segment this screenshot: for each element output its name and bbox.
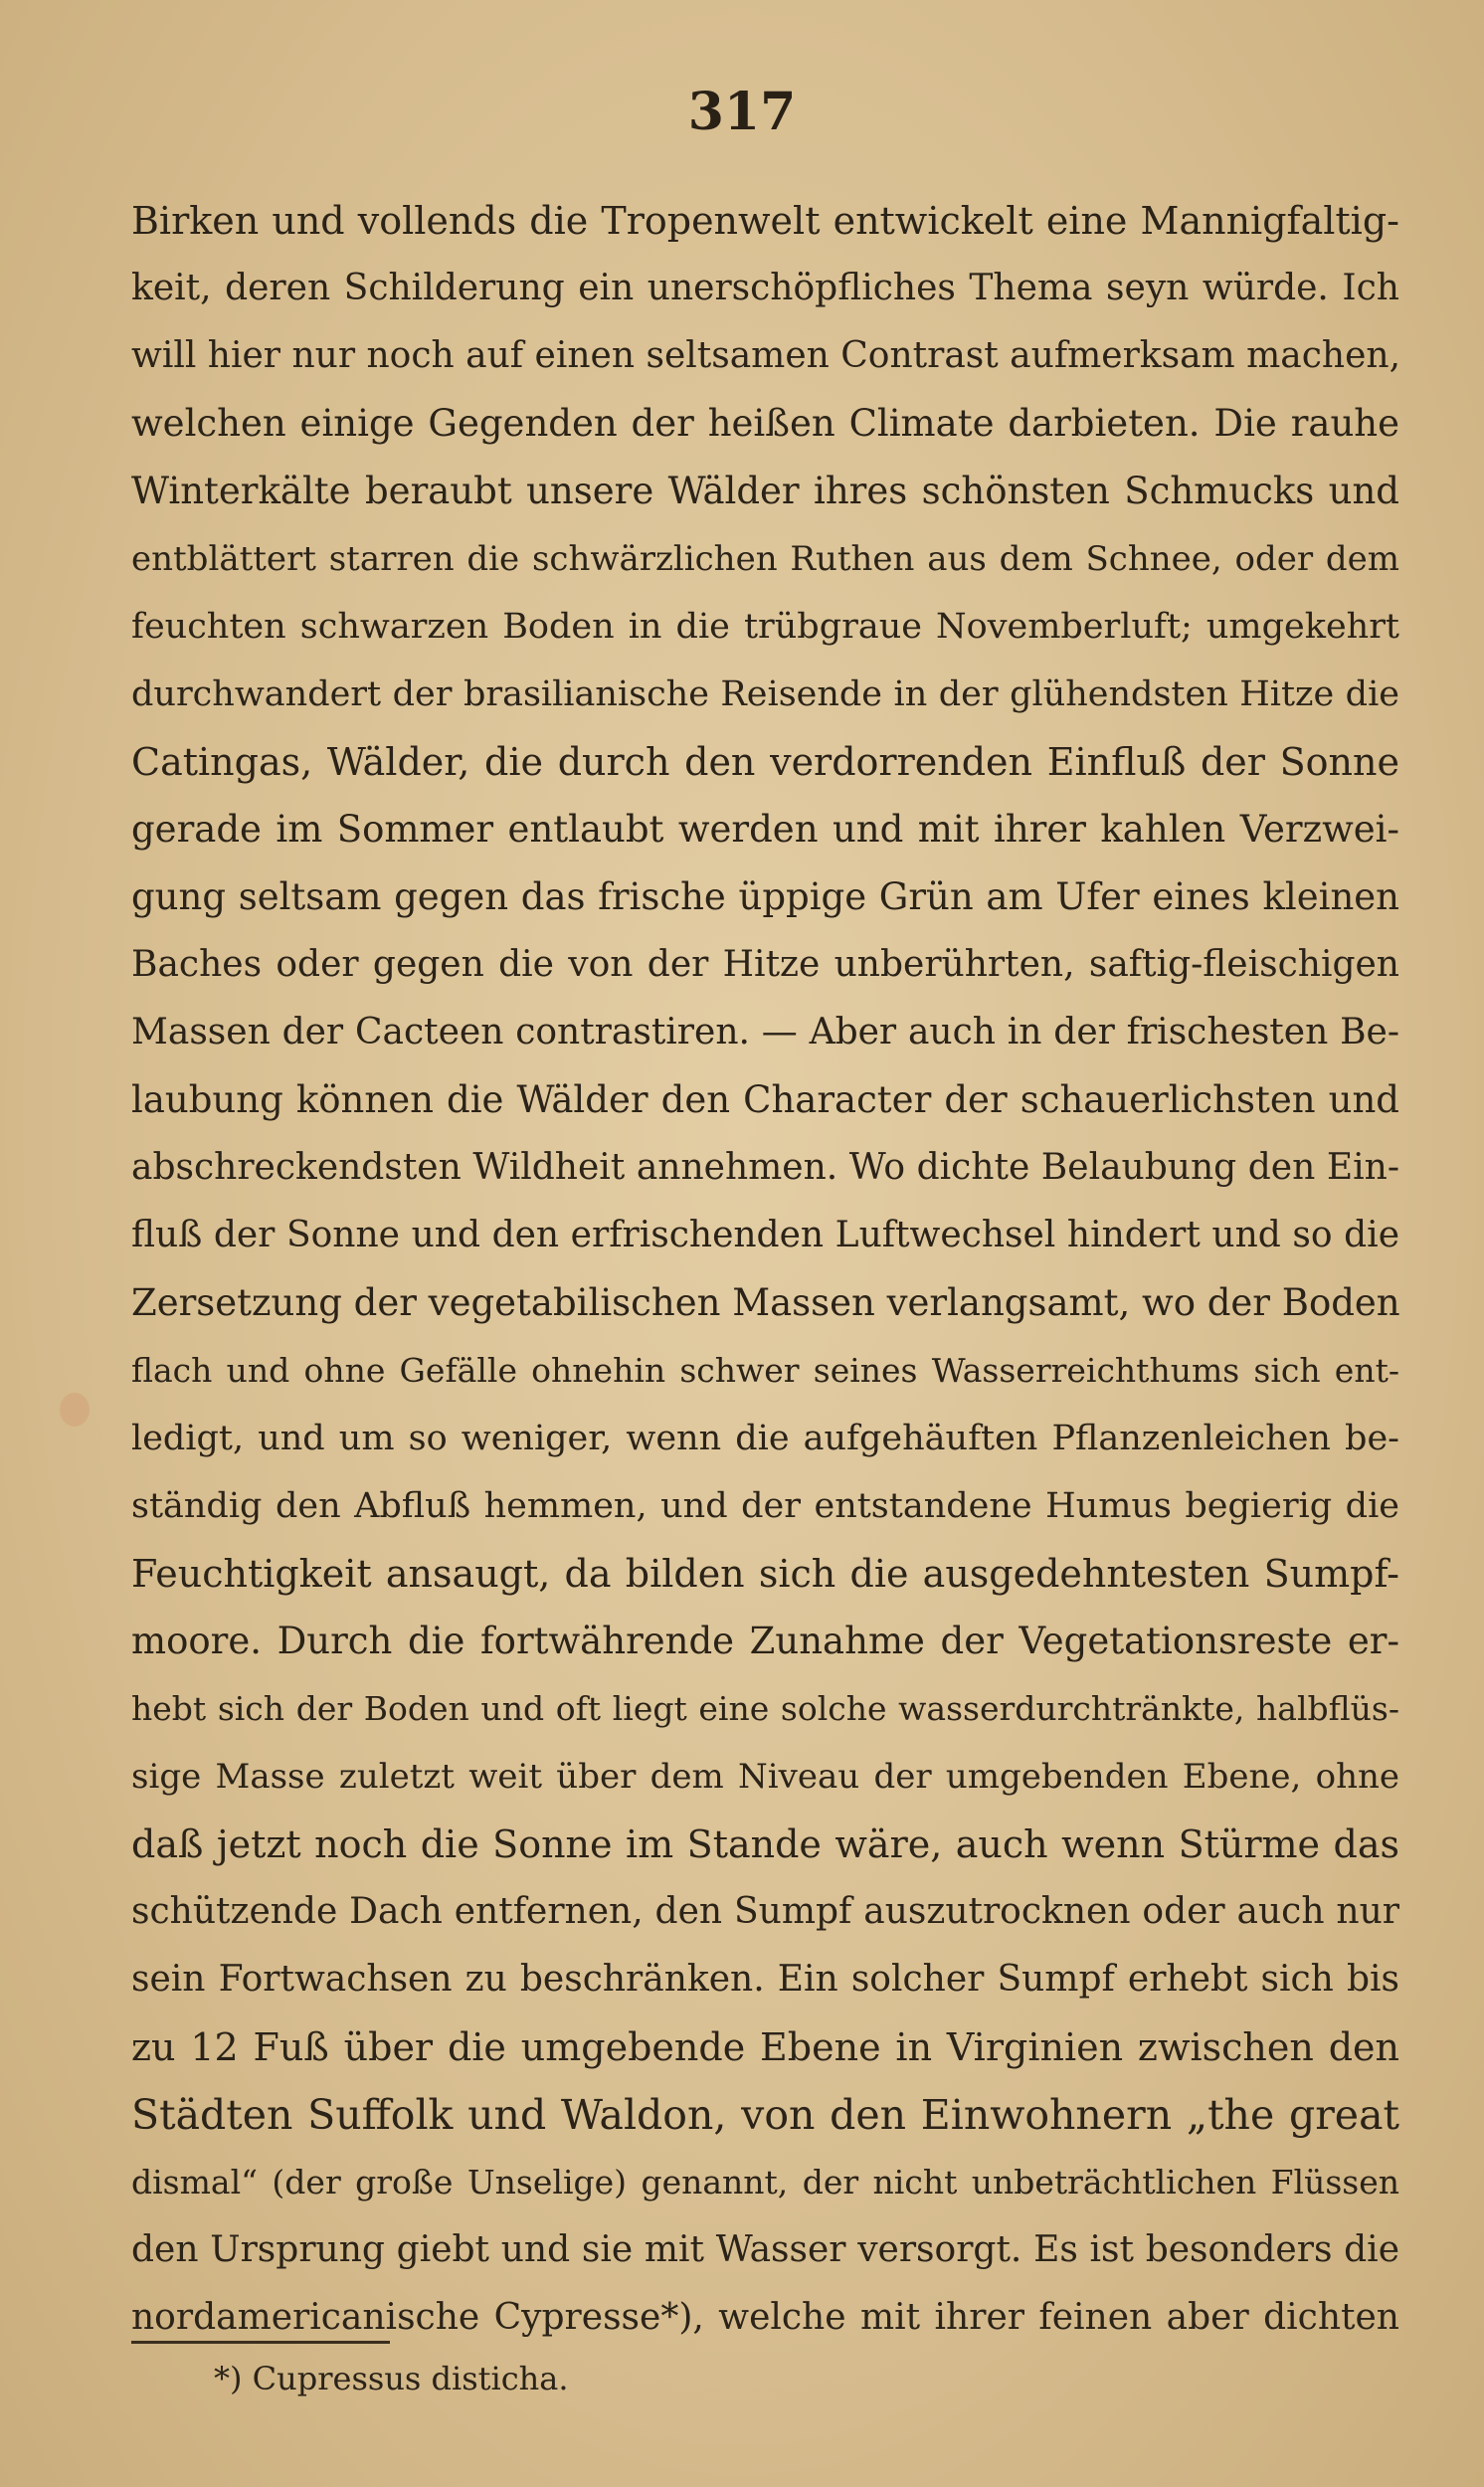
footnote-rule xyxy=(131,2341,390,2344)
text-line: Städten Suffolk und Waldon, von den Einwohnern „the great xyxy=(131,2091,1399,2139)
text-line: gerade im Sommer entlaubt werden und mit ihrer kahlen Verzwei- xyxy=(131,808,1399,851)
text-line: durchwandert der brasilianische Reisende in der glühendsten Hitze die xyxy=(131,674,1399,714)
body-text xyxy=(131,187,1399,2352)
text-line: Zersetzung der vegetabilischen Massen verlangsamt, wo der Boden xyxy=(131,1281,1400,1324)
paper-stain xyxy=(60,1393,90,1427)
text-line: Catingas, Wälder, die durch den verdorrenden Einfluß der Sonne xyxy=(131,740,1399,784)
text-line: ständig den Abfluß hemmen, und der entstandene Humus begierig die xyxy=(131,1486,1399,1526)
text-line: gung seltsam gegen das frische üppige Grün am Ufer eines kleinen xyxy=(131,875,1399,918)
text-line: sige Masse zuletzt weit über dem Niveau der umgebenden Ebene, ohne xyxy=(131,1757,1399,1797)
text-line: zu 12 Fuß über die umgebende Ebene in Virginien zwischen den xyxy=(131,2025,1399,2069)
text-line: moore. Durch die fortwährende Zunahme der Vegetationsreste er- xyxy=(131,1620,1399,1662)
text-line: welchen einige Gegenden der heißen Climate darbieten. Die rauhe xyxy=(131,402,1399,445)
text-line: den Ursprung giebt und sie mit Wasser versorgt. Es ist besonders die xyxy=(131,2229,1399,2270)
page-number: 317 xyxy=(687,82,797,142)
text-line: Birken und vollends die Tropenwelt entwickelt eine Mannigfaltig- xyxy=(131,199,1399,243)
text-line: Feuchtigkeit ansaugt, da bilden sich die ausgedehntesten Sumpf- xyxy=(131,1552,1399,1596)
text-line: dismal“ (der große Unselige) genannt, der nicht unbeträchtlichen Flüssen xyxy=(131,2163,1399,2201)
text-line: sein Fortwachsen zu beschränken. Ein solcher Sumpf erhebt sich bis xyxy=(131,1959,1399,2000)
text-line: feuchten schwarzen Boden in die trübgraue Novemberluft; umgekehrt xyxy=(131,607,1399,647)
text-line: hebt sich der Boden und oft liegt eine solche wasserdurchtränkte, halbflüs- xyxy=(131,1689,1399,1728)
text-line: fluß der Sonne und den erfrischenden Luftwechsel hindert und so die xyxy=(131,1215,1399,1255)
text-line: abschreckendsten Wildheit annehmen. Wo dichte Belaubung den Ein- xyxy=(131,1147,1399,1188)
text-line: ledigt, und um so weniger, wenn die aufgehäuften Pflanzenleichen be- xyxy=(131,1419,1399,1458)
text-line: flach und ohne Gefälle ohnehin schwer seines Wasserreichthums sich ent- xyxy=(131,1351,1399,1390)
text-line: keit, deren Schilderung ein unerschöpfliches Thema seyn würde. Ich xyxy=(131,268,1399,308)
text-line: will hier nur noch auf einen seltsamen Contrast aufmerksam machen, xyxy=(131,335,1401,376)
text-line: daß jetzt noch die Sonne im Stande wäre, auch wenn Stürme das xyxy=(131,1822,1399,1866)
text-line: nordamericanische Cypresse*), welche mit ihrer feinen aber dichten xyxy=(131,2297,1399,2338)
text-line: Winterkälte beraubt unsere Wälder ihres schönsten Schmucks und xyxy=(131,470,1399,512)
text-line: entblättert starren die schwärzlichen Ruthen aus dem Schnee, oder dem xyxy=(131,539,1399,579)
text-line: Massen der Cacteen contrastiren. — Aber auch in der frischesten Be- xyxy=(131,1012,1399,1052)
text-line: schützende Dach entfernen, den Sumpf auszutrocknen oder auch nur xyxy=(131,1891,1399,1932)
footnote: *) Cupressus disticha. xyxy=(214,2360,569,2397)
text-line: Baches oder gegen die von der Hitze unberührten, saftig-fleischigen xyxy=(131,944,1399,985)
text-line: laubung können die Wälder den Character der schauerlichsten und xyxy=(131,1078,1399,1121)
